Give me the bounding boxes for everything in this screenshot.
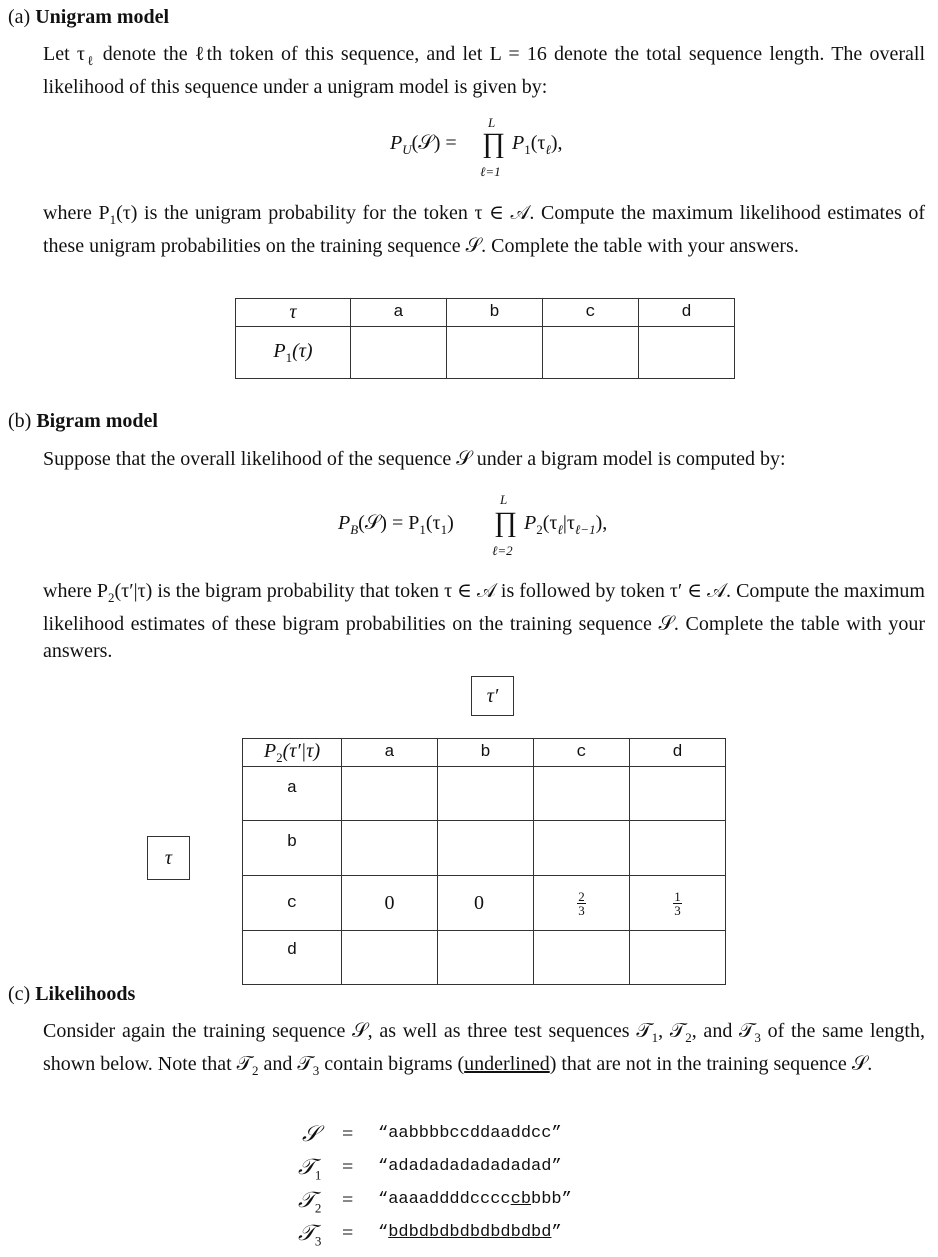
part-a-paragraph-1 xyxy=(43,41,925,101)
equation-lhs: $P_U(𝒮)$ = xyxy=(390,132,457,157)
sequence-name: 𝒯$_3$ xyxy=(298,1220,322,1249)
bigram-answer-cell[interactable] xyxy=(630,821,726,876)
unigram-answer-cell[interactable] xyxy=(639,327,735,379)
bigram-answer-cell[interactable] xyxy=(342,821,438,876)
bigram-row-label: a xyxy=(243,767,342,821)
bigram-row-label: c xyxy=(243,876,342,931)
unigram-answer-cell[interactable] xyxy=(351,327,447,379)
bigram-answer-cell[interactable] xyxy=(342,931,438,985)
equals-sign: = xyxy=(342,1222,354,1244)
part-b-title: Bigram model xyxy=(36,410,158,432)
sequence-string: “adadadadadadadad” xyxy=(378,1157,562,1176)
unigram-column-header: d xyxy=(639,299,735,327)
equals-sign: = xyxy=(342,1189,354,1211)
bigram-column-header: b xyxy=(438,739,534,767)
equation-rhs: $P_2(\tau_\ell|\tau_{\ell-1})$, xyxy=(524,512,608,537)
bigram-row-label: d xyxy=(243,931,342,985)
bigram-value-cell xyxy=(534,876,630,931)
bigram-answer-cell[interactable] xyxy=(630,767,726,821)
bigram-value-cell: 0 xyxy=(438,876,534,931)
part-a-label: (a) xyxy=(8,6,31,28)
unigram-table xyxy=(235,298,735,379)
unigram-header-label: τ xyxy=(236,299,351,327)
part-c-label: (c) xyxy=(8,983,31,1005)
bigram-answer-cell[interactable] xyxy=(534,821,630,876)
bigram-answer-cell[interactable] xyxy=(438,767,534,821)
unigram-row-label: $P_1(\tau)$ xyxy=(236,327,351,379)
product-upper-limit: L xyxy=(488,115,496,130)
part-a-paragraph-2 xyxy=(43,200,925,260)
bigram-value-cell xyxy=(630,876,726,931)
underlined-word: underlined xyxy=(464,1053,550,1075)
bigram-answer-cell[interactable] xyxy=(438,931,534,985)
current-token-axis-box: τ xyxy=(147,836,190,880)
text-fragment: where P xyxy=(43,580,109,602)
part-a-title: Unigram model xyxy=(35,6,170,28)
fraction: $\frac{2}{3}$ xyxy=(578,888,585,918)
bigram-answer-cell[interactable] xyxy=(534,767,630,821)
equals-sign: = xyxy=(342,1156,354,1178)
part-c-heading xyxy=(8,983,135,1006)
product-symbol: ∏ xyxy=(482,128,506,159)
sequence-name: 𝒯$_2$ xyxy=(298,1187,322,1216)
equation-rhs: $P_1(\tau_\ell)$, xyxy=(512,132,563,157)
bigram-corner-label: $P_2(\tau'|\tau)$ xyxy=(243,739,342,767)
product-upper-limit: L xyxy=(500,492,508,507)
text-subscript: ℓ xyxy=(84,53,96,68)
equation-lhs: $P_B(𝒮) = P_1(\tau_1)$ xyxy=(338,512,454,537)
product-lower-limit: ℓ=1 xyxy=(480,164,501,179)
part-b-label: (b) xyxy=(8,410,32,432)
text-fragment: Let τ xyxy=(43,43,85,65)
unseen-bigram: bdbdbdbdbdbdbdbd xyxy=(388,1223,552,1242)
equals-sign: = xyxy=(342,1123,354,1145)
text-subscript: 1 xyxy=(109,212,117,227)
bigram-answer-cell[interactable] xyxy=(342,767,438,821)
bigram-answer-cell[interactable] xyxy=(438,821,534,876)
text-subscript: 2 xyxy=(108,590,115,605)
bigram-equation xyxy=(338,490,668,562)
bigram-answer-cell[interactable] xyxy=(534,931,630,985)
text-fragment: where P xyxy=(43,202,110,224)
sequence-name: 𝒯$_1$ xyxy=(298,1154,322,1183)
bigram-row-label: b xyxy=(243,821,342,876)
text-fragment: (τ′|τ) is the bigram probability that token τ ∈ 𝒜 is followed by token τ′ ∈ 𝒜. Compute the maximum likelihood estimates of these bigram probabilities on the training sequence 𝒮. Complete the table with your answers. xyxy=(43,580,925,662)
sequence-string: “aabbbbccddaaddcc” xyxy=(378,1124,562,1143)
product-symbol: ∏ xyxy=(494,507,518,538)
part-c-title: Likelihoods xyxy=(35,983,136,1005)
part-b-paragraph-2 xyxy=(43,578,925,665)
bigram-column-header: a xyxy=(342,739,438,767)
sequence-string: “bdbdbdbdbdbdbdbd” xyxy=(378,1223,562,1242)
unigram-equation xyxy=(390,115,630,185)
bigram-table xyxy=(242,738,726,985)
unigram-column-header: c xyxy=(543,299,639,327)
fraction: $\frac{1}{3}$ xyxy=(674,888,681,918)
bigram-answer-cell[interactable] xyxy=(630,931,726,985)
unseen-bigram: cb xyxy=(510,1190,532,1209)
next-token-axis-box: τ′ xyxy=(471,676,514,716)
sequence-name: 𝒮 xyxy=(302,1121,320,1146)
product-lower-limit: ℓ=2 xyxy=(492,543,513,558)
unigram-answer-cell[interactable] xyxy=(447,327,543,379)
sequence-string: “aaaaddddcccccbbbb” xyxy=(378,1190,572,1209)
unigram-column-header: a xyxy=(351,299,447,327)
unigram-column-header: b xyxy=(447,299,543,327)
text-fragment: (τ) is the unigram probability for the token τ ∈ 𝒜. Compute the maximum likelihood estimates of these unigram probabilities on the training sequence 𝒮. Complete the table with your answers. xyxy=(43,202,925,257)
part-a-heading xyxy=(8,6,169,29)
bigram-column-header: c xyxy=(534,739,630,767)
part-c-paragraph: Consider again the training sequence 𝒮, as well as three test sequences 𝒯$_1$, 𝒯$_2$, and 𝒯$_3$ of the same length, shown below. Note that 𝒯$_2$ and 𝒯$_3$ contain bigrams (underlined) that are not in the training sequence 𝒮. xyxy=(43,1020,925,1078)
part-b-heading xyxy=(8,410,158,433)
bigram-column-header: d xyxy=(630,739,726,767)
part-b-paragraph-1: Suppose that the overall likelihood of the sequence 𝒮 under a bigram model is computed by: xyxy=(43,448,786,470)
bigram-value-cell: 0 xyxy=(342,876,438,931)
unigram-answer-cell[interactable] xyxy=(543,327,639,379)
text-fragment: Consider again the training sequence 𝒮, as well as three test sequences 𝒯 xyxy=(43,1020,652,1042)
sequence-list xyxy=(296,1118,716,1248)
text-fragment: denote the ℓth token of this sequence, and let L = 16 denote the total sequence length. The overall likelihood of this sequence under a unigram model is given by: xyxy=(43,43,926,98)
